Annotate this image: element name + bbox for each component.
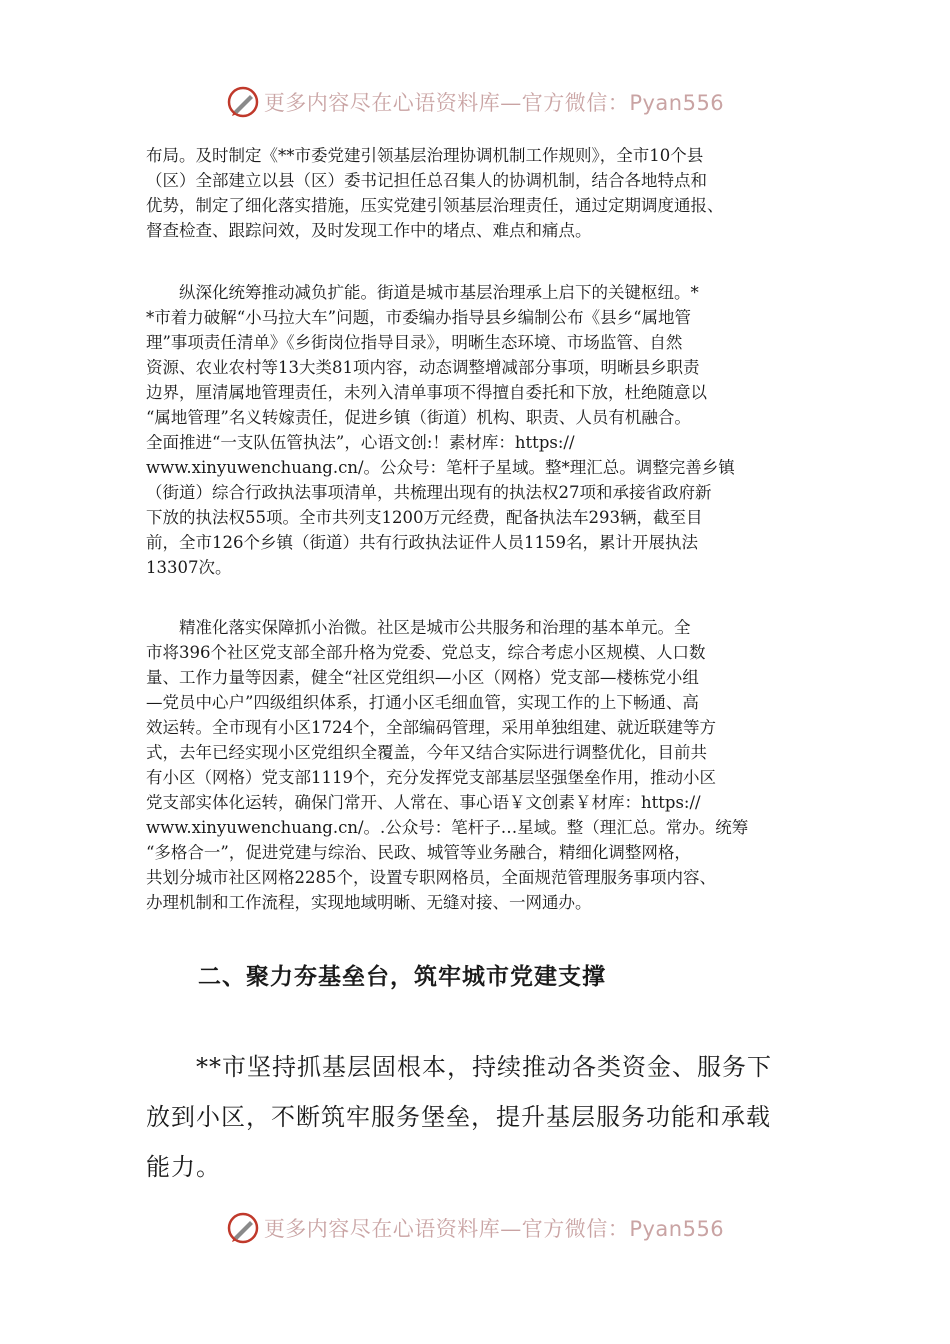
pen-logo-icon xyxy=(226,1211,260,1245)
paragraph-1: 布局。及时制定《**市委党建引领基层治理协调机制工作规则》，全市10个县 （区）全部建立以县（区）委书记担任总召集人的协调机制，结合各地特点和 优势，制定了细化落实措施，压实党建引领基层治理责任，通过定期调度通报、 督查检查、跟踪问效，及时发现工作中的堵点、难点和痛点。 xyxy=(146,146,724,240)
banner-text xyxy=(264,1213,724,1243)
paragraph-2: 纵深化统筹推动减负扩能。街道是城市基层治理承上启下的关键枢纽。* *市着力破解“小马拉大车”问题，市委编办指导县乡编制公布《县乡“属地管 理”事项责任清单》《乡街岗位指导目录》，明晰生态环境、市场监管、自然 资源、农业农村等13大类81项内容，动态调整增减部分事项，明晰县乡职责 边界，厘清属地管理责任，未列入清单事项不得擅自委托和下放，杜绝随意以 “属地管理”名义转嫁责任，促进乡镇（街道）机构、职责、人员有机融合。 全面推进“一支队伍管执法”，心语文创:！素材库：https:// www.xinyuwenchuang.cn/。公众号：笔杆子星域。整*理汇总。调整完善乡镇 （街道）综合行政执法事项清单，共梳理出现有的执法权27项和承接省政府新 下放的执法权55项。全市共列支1200万元经费，配备执法车293辆，截至目 前，全市126个乡镇（街道）共有行政执法证件人员1159名，累计开展执法 13307次。 xyxy=(146,283,735,577)
banner-cn: 更多内容尽在心语资料库—官方微信： xyxy=(263,1217,630,1241)
banner-wechat-id: Pyan556 xyxy=(629,91,725,115)
banner-cn: 更多内容尽在心语资料库—官方微信： xyxy=(263,91,630,115)
banner-wechat-id: Pyan556 xyxy=(629,1217,725,1241)
header-watermark-banner xyxy=(0,82,950,122)
section-heading: 二、聚力夯基垒台，筑牢城市党建支撑 xyxy=(198,964,606,990)
section-intro-paragraph: **市坚持抓基层固根本，持续推动各类资金、服务下 放到小区，不断筑牢服务堡垒，提升基层服务功能和承载 能力。 xyxy=(146,1053,772,1181)
pen-logo-icon xyxy=(226,85,260,119)
banner-text xyxy=(264,87,724,117)
footer-watermark-banner xyxy=(0,1208,950,1248)
paragraph-3: 精准化落实保障抓小治微。社区是城市公共服务和治理的基本单元。全 市将396个社区党支部全部升格为党委、党总支，综合考虑小区规模、人口数 量、工作力量等因素，健全“社区党组织—小区（网格）党支部—楼栋党小组 —党员中心户”四级组织体系，打通小区毛细血管，实现工作的上下畅通、高 效运转。全市现有小区1724个，全部编码管理，采用单独组建、就近联建等方 式，去年已经实现小区党组织全覆盖，今年又结合实际进行调整优化，目前共 有小区（网格）党支部1119个，充分发挥党支部基层坚强堡垒作用，推动小区 党支部实体化运转，确保门常开、人常在、事心语￥文创素￥材库：https:// www.xinyuwenchuang.cn/。.公众号：笔杆子…星域。整（理汇总。常办。统筹 “多格合一”，促进党建与综治、民政、城管等业务融合，精细化调整网格， 共划分城市社区网格2285个，设置专职网格员，全面规范管理服务事项内容、 办理机制和工作流程，实现地域明晰、无缝对接、一网通办。 xyxy=(146,618,749,912)
